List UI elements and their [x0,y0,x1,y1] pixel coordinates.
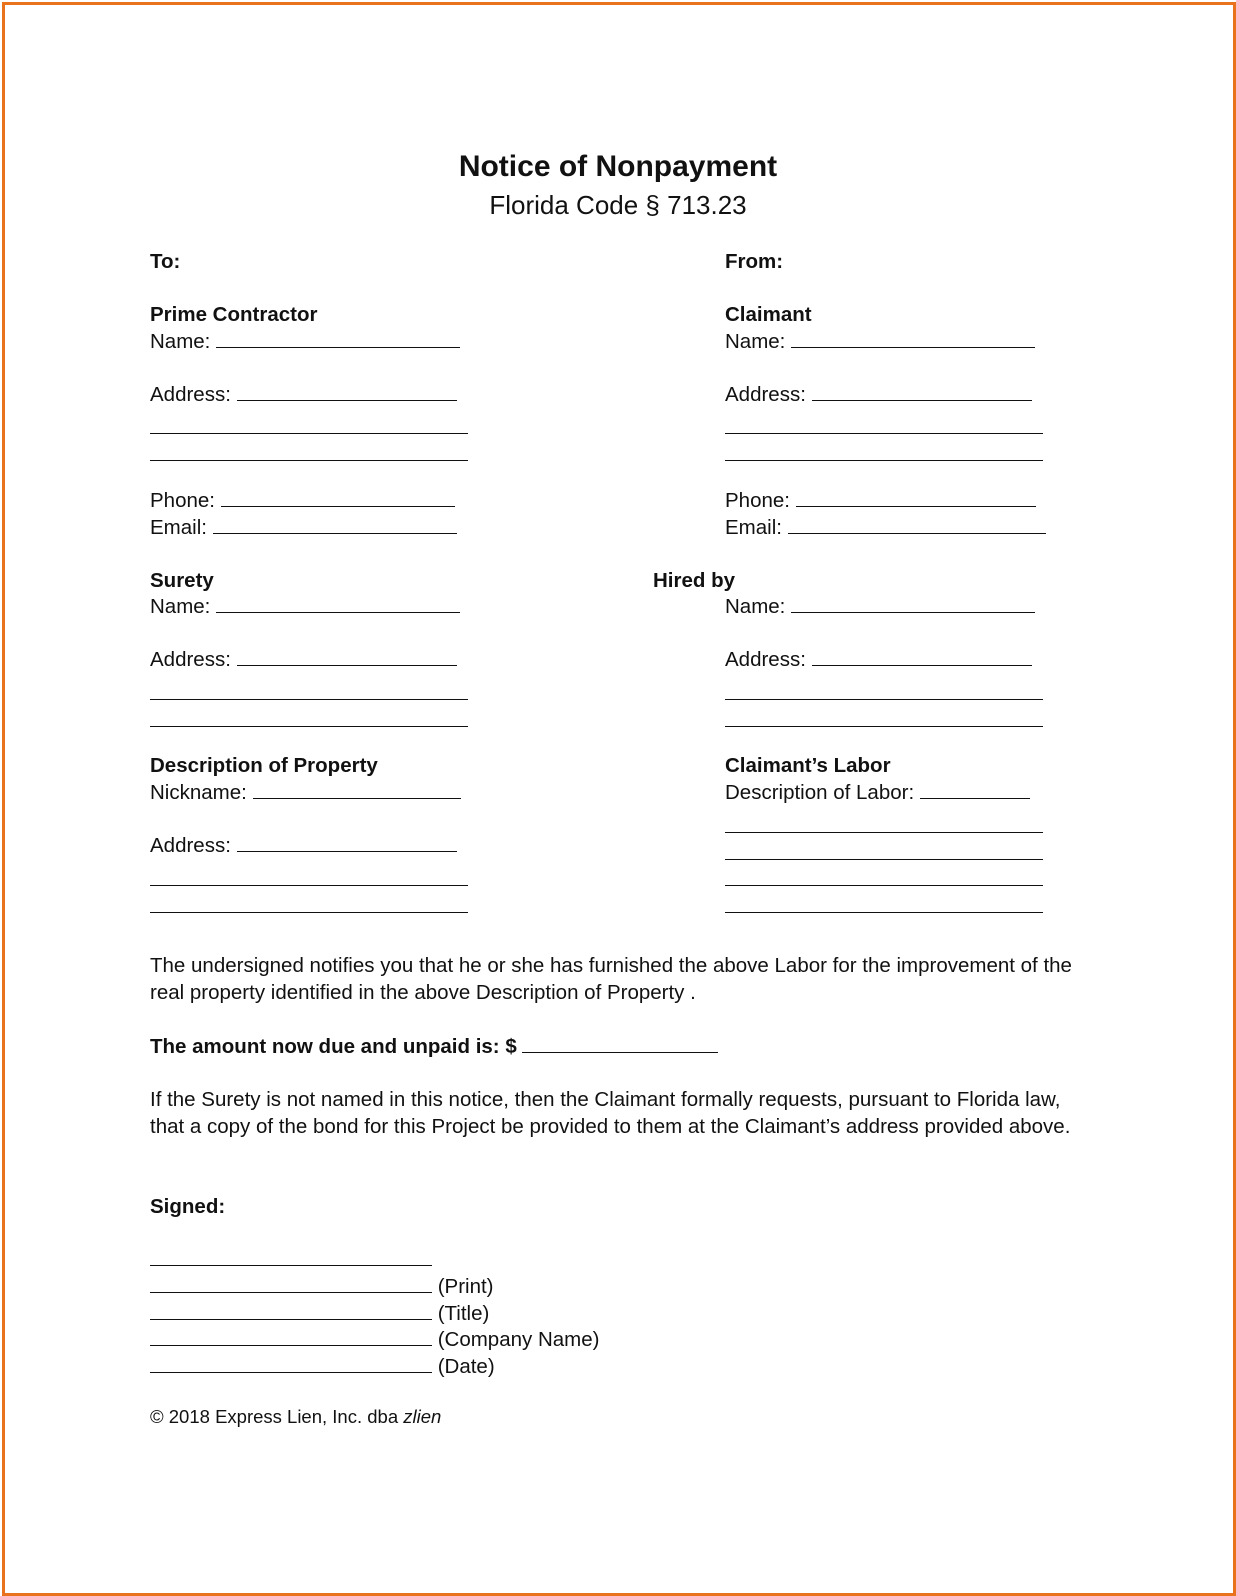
copyright-text: © 2018 Express Lien, Inc. dba [150,1406,399,1427]
claimant-email-field[interactable] [788,515,1046,534]
labor-description-field[interactable] [920,780,1030,799]
prime-name-label: Name: [150,330,211,353]
surety-address-label: Address: [150,648,231,671]
brand-name: zlien [403,1406,442,1427]
hired-by-address-row [725,647,1032,673]
date-row [150,1354,495,1380]
prime-name-row [150,329,460,355]
property-address-line-3[interactable] [150,912,468,913]
claimant-address-line-3[interactable] [725,460,1043,461]
prime-contractor-heading: Prime Contractor [150,303,318,326]
hired-by-heading: Hired by [653,569,736,592]
claimant-email-row [725,515,1046,541]
company-row [150,1327,599,1353]
claimant-heading: Claimant [725,303,812,326]
prime-email-row [150,515,457,541]
property-heading: Description of Property [150,754,378,777]
property-address-row [150,833,457,859]
prime-address-label: Address: [150,383,231,406]
labor-description-line-5[interactable] [725,912,1043,913]
date-label: (Date) [437,1355,495,1378]
hired-by-address-line-2[interactable] [725,699,1043,700]
hired-by-address-label: Address: [725,648,806,671]
surety-address-line-3[interactable] [150,726,468,727]
surety-address-line-2[interactable] [150,699,468,700]
signature-row [150,1247,432,1273]
title-row [150,1301,489,1327]
amount-due-field[interactable] [522,1034,718,1053]
property-nickname-field[interactable] [253,780,461,799]
print-label: (Print) [437,1275,494,1298]
surety-name-row [150,594,460,620]
prime-address-line-2[interactable] [150,433,468,434]
company-label: (Company Name) [437,1328,600,1351]
hired-by-name-row [725,594,1035,620]
claimant-address-line-2[interactable] [725,433,1043,434]
from-heading: From: [725,250,784,273]
prime-name-field[interactable] [216,329,460,348]
claimant-email-label: Email: [725,516,782,539]
claimant-address-field[interactable] [812,382,1032,401]
copyright-footer [150,1405,441,1429]
company-name-field[interactable] [150,1327,432,1346]
prime-phone-row [150,488,455,514]
date-field[interactable] [150,1354,432,1373]
print-name-field[interactable] [150,1274,432,1293]
claimant-address-row [725,382,1032,408]
prime-address-row [150,382,457,408]
claimant-name-field[interactable] [791,329,1035,348]
hired-by-name-label: Name: [725,595,786,618]
prime-address-field[interactable] [237,382,457,401]
surety-name-label: Name: [150,595,211,618]
title-label: (Title) [437,1302,490,1325]
prime-email-field[interactable] [213,515,457,534]
document-title: Notice of Nonpayment [458,150,778,183]
surety-name-field[interactable] [216,594,460,613]
to-heading: To: [150,250,181,273]
labor-heading: Claimant’s Labor [725,754,891,777]
title-field[interactable] [150,1301,432,1320]
signature-field[interactable] [150,1247,432,1266]
surety-address-row [150,647,457,673]
surety-heading: Surety [150,569,214,592]
property-nickname-label: Nickname: [150,781,247,804]
labor-description-line-2[interactable] [725,832,1043,833]
bond-request-paragraph: If the Surety is not named in this notice, then the Claimant formally requests, pursuant to Florida law, that a copy of the bond for this Project be provided to them at the Claimant’s address provided above. [150,1088,1071,1138]
labor-description-line-4[interactable] [725,885,1043,886]
amount-due-row [150,1034,718,1060]
hired-by-address-field[interactable] [812,647,1032,666]
claimant-name-row [725,329,1035,355]
prime-phone-label: Phone: [150,489,215,512]
claimant-phone-field[interactable] [796,488,1036,507]
prime-email-label: Email: [150,516,207,539]
notice-paragraph: The undersigned notifies you that he or she has furnished the above Labor for the improvement of the real property identified in the above Description of Property . [150,954,1072,1004]
prime-phone-field[interactable] [221,488,455,507]
property-nickname-row [150,780,461,806]
surety-address-field[interactable] [237,647,457,666]
property-address-label: Address: [150,834,231,857]
property-address-line-2[interactable] [150,885,468,886]
signed-heading: Signed: [150,1195,226,1218]
claimant-phone-row [725,488,1036,514]
claimant-phone-label: Phone: [725,489,790,512]
prime-address-line-3[interactable] [150,460,468,461]
document-subtitle: Florida Code § 713.23 [489,190,747,220]
hired-by-address-line-3[interactable] [725,726,1043,727]
hired-by-name-field[interactable] [791,594,1035,613]
labor-description-label: Description of Labor: [725,781,915,804]
print-row [150,1274,494,1300]
labor-description-row [725,780,1030,806]
amount-due-label: The amount now due and unpaid is: $ [150,1035,517,1058]
claimant-name-label: Name: [725,330,786,353]
property-address-field[interactable] [237,833,457,852]
claimant-address-label: Address: [725,383,806,406]
labor-description-line-3[interactable] [725,859,1043,860]
